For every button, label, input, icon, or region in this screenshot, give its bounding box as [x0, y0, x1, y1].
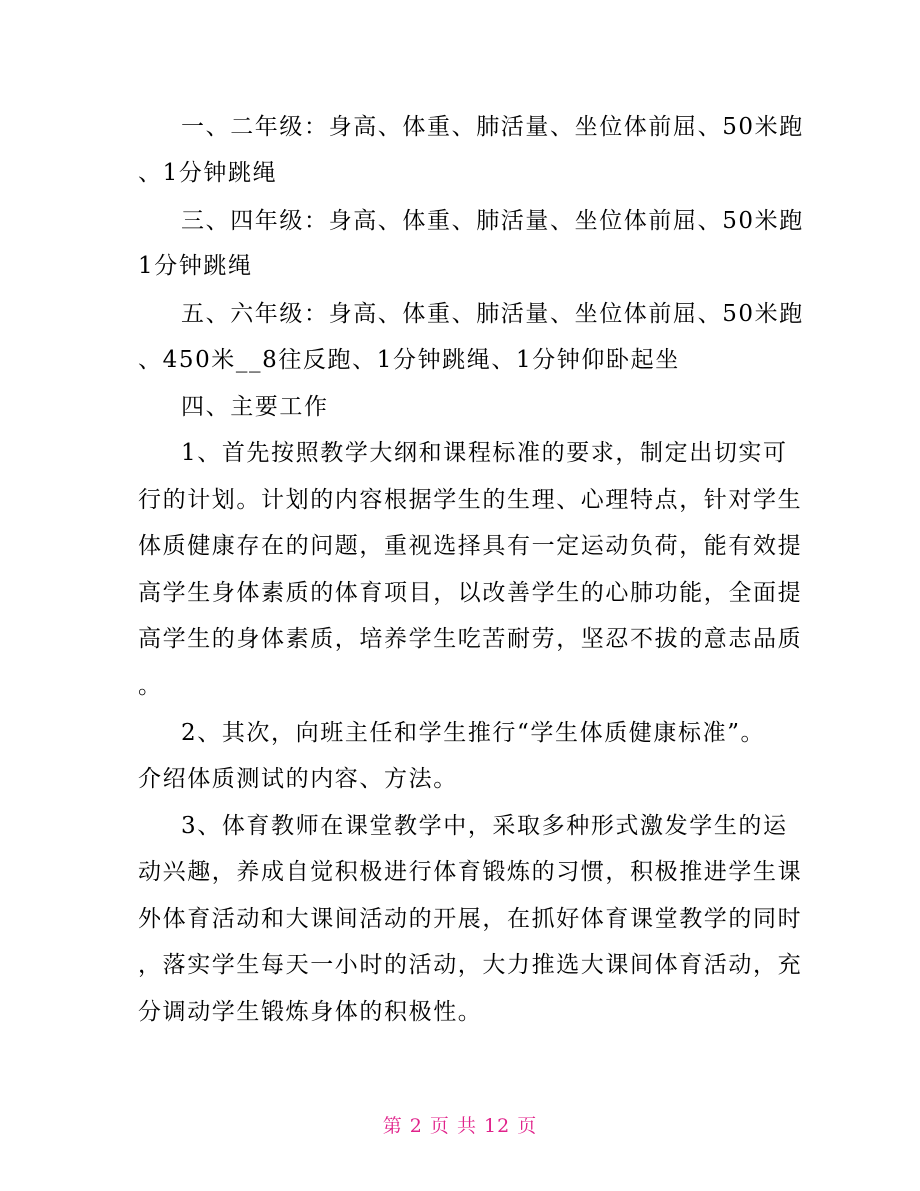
page-number: 2 — [409, 1115, 423, 1137]
total-unit: 页 — [517, 1115, 538, 1137]
page-footer — [0, 1111, 920, 1141]
total-pages: 12 — [484, 1115, 511, 1137]
text-line: 外体育活动和大课间活动的开展，在抓好体育课堂教学的同时 — [138, 906, 803, 932]
text-line: 三、四年级：身高、体重、肺活量、坐位体前屈、50米跑 — [181, 208, 804, 234]
text-line: 3、体育教师在课堂教学中，采取多种形式激发学生的运 — [181, 813, 788, 839]
page-word: 第 — [382, 1115, 403, 1137]
text-line: 行的计划。计划的内容根据学生的生理、心理特点，针对学生 — [138, 487, 803, 513]
text-line: 高学生的身体素质，培养学生吃苦耐劳，坚忍不拔的意志品质 — [138, 626, 803, 652]
text-line: ，落实学生每天一小时的活动，大力推选大课间体育活动，充 — [138, 952, 803, 978]
text-line: 。 — [138, 673, 163, 699]
text-line: 一、二年级：身高、体重、肺活量、坐位体前屈、50米跑 — [181, 114, 804, 140]
text-line: 、1分钟跳绳 — [138, 160, 278, 186]
text-line: 体质健康存在的问题，重视选择具有一定运动负荷，能有效提 — [138, 533, 803, 559]
text-line: 2、其次，向班主任和学生推行“学生体质健康标准”。 — [181, 720, 766, 746]
text-line: 1、首先按照教学大纲和课程标准的要求，制定出切实可 — [181, 440, 788, 466]
text-line: 动兴趣，养成自觉积极进行体育锻炼的习惯，积极推进学生课 — [138, 859, 803, 885]
text-line: 高学生身体素质的体育项目，以改善学生的心肺功能，全面提 — [138, 580, 803, 606]
text-line: 、450米__8往反跑、1分钟跳绳、1分钟仰卧起坐 — [138, 347, 680, 373]
text-line: 介绍体质测试的内容、方法。 — [138, 766, 458, 792]
text-line: 五、六年级：身高、体重、肺活量、坐位体前屈、50米跑 — [181, 301, 804, 327]
text-line: 分调动学生锻炼身体的积极性。 — [138, 999, 483, 1025]
page-unit: 页 — [429, 1115, 450, 1137]
total-word: 共 — [456, 1115, 477, 1137]
text-line: 1分钟跳绳 — [138, 253, 253, 279]
section-heading: 四、主要工作 — [181, 394, 329, 420]
